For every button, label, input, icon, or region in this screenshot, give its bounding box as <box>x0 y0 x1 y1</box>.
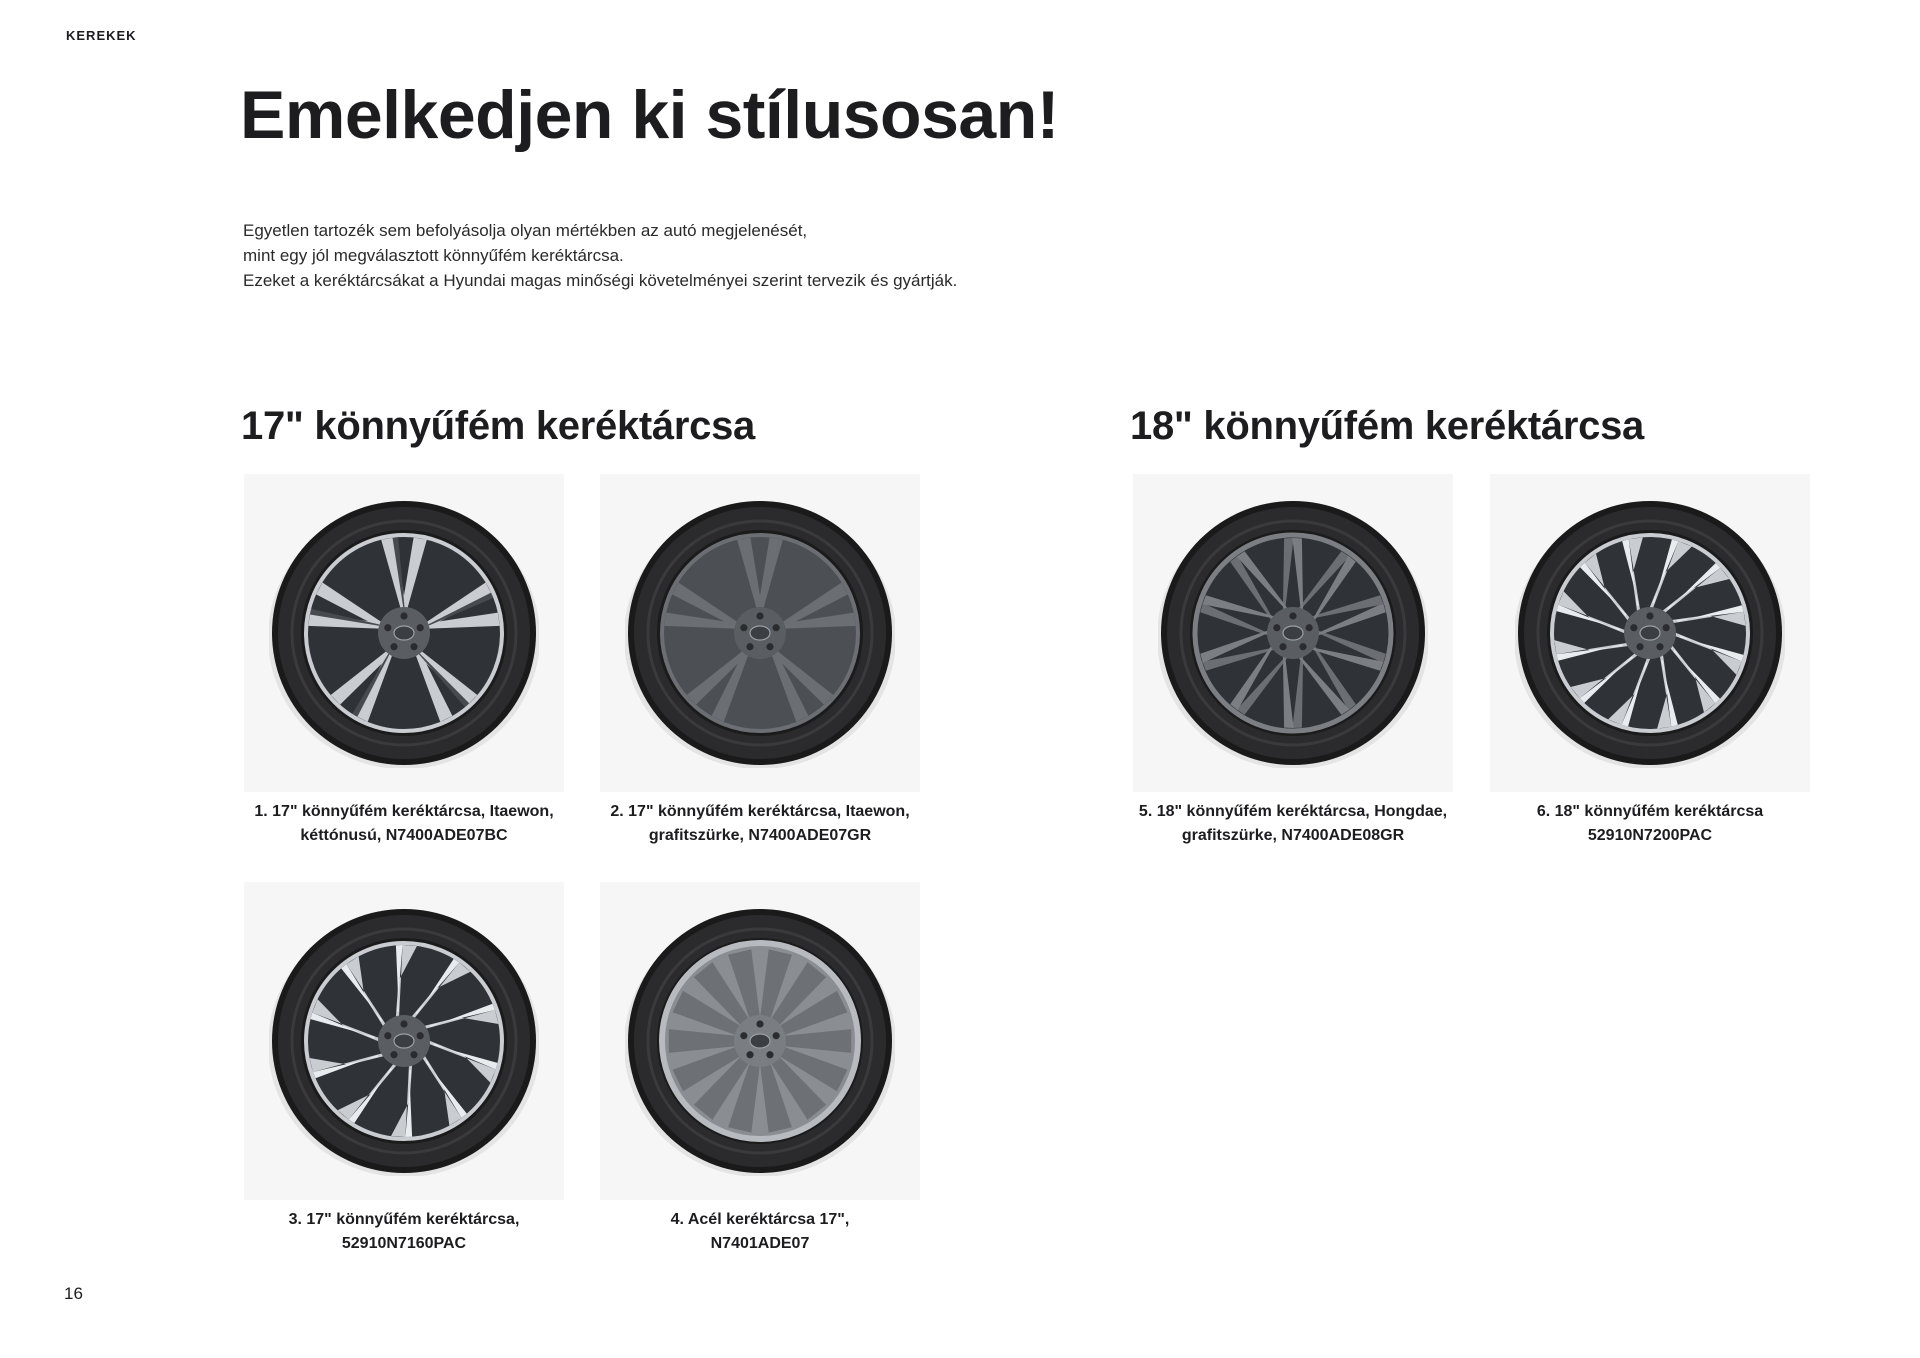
heading-18-inch: 18" könnyűfém keréktárcsa <box>1130 404 1644 448</box>
caption-line: grafitszürke, N7400ADE08GR <box>1181 827 1405 844</box>
wheel-caption <box>600 1208 920 1256</box>
caption-line: 6. 18" könnyűfém keréktárcsa <box>1536 803 1764 820</box>
wheel-caption <box>600 800 920 848</box>
caption-line: 52910N7160PAC <box>341 1235 467 1252</box>
caption-line: 52910N7200PAC <box>1587 827 1713 844</box>
wheel-photo <box>1133 474 1453 792</box>
caption-line: grafitszürke, N7400ADE07GR <box>648 827 872 844</box>
page-number: 16 <box>64 1284 83 1303</box>
intro-line: Ezeket a keréktárcsákat a Hyundai magas minőségi követelményei szerint tervezik és gyártják. <box>243 271 958 290</box>
wheel-card-3 <box>244 882 564 1256</box>
wheel-twotone-10-icon <box>269 498 539 768</box>
wheel-card-4 <box>600 882 920 1256</box>
wheel-photo <box>1490 474 1810 792</box>
heading-17-inch: 17" könnyűfém keréktárcsa <box>241 404 755 448</box>
wheel-graphite-10-icon <box>625 498 895 768</box>
section-tag: KEREKEK <box>66 28 137 43</box>
intro-line: mint egy jól megválasztott könnyűfém keréktárcsa. <box>243 246 624 265</box>
wheel-caption <box>244 1208 564 1256</box>
wheel-card-5 <box>1133 474 1453 848</box>
caption-line: kéttónusú, N7400ADE07BC <box>300 827 508 844</box>
wheel-photo <box>244 882 564 1200</box>
wheel-graphite-mesh-icon <box>1158 498 1428 768</box>
wheel-card-6 <box>1490 474 1810 848</box>
intro-line: Egyetlen tartozék sem befolyásolja olyan mértékben az autó megjelenését, <box>243 221 808 240</box>
wheel-caption <box>244 800 564 848</box>
page-title: Emelkedjen ki stílusosan! <box>240 77 1059 153</box>
intro-text <box>243 218 957 293</box>
wheel-card-2 <box>600 474 920 848</box>
wheel-caption <box>1490 800 1810 848</box>
wheel-steel-cover-icon <box>625 906 895 1176</box>
wheel-photo <box>600 474 920 792</box>
wheel-twotone-swirl-icon <box>1515 498 1785 768</box>
caption-line: N7401ADE07 <box>710 1235 810 1252</box>
caption-line: 2. 17" könnyűfém keréktárcsa, Itaewon, <box>610 803 910 820</box>
caption-line: 4. Acél keréktárcsa 17", <box>670 1211 850 1228</box>
caption-line: 3. 17" könnyűfém keréktárcsa, <box>288 1211 520 1228</box>
wheel-photo <box>600 882 920 1200</box>
caption-line: 1. 17" könnyűfém keréktárcsa, Itaewon, <box>254 803 554 820</box>
caption-line: 5. 18" könnyűfém keréktárcsa, Hongdae, <box>1138 803 1448 820</box>
wheel-caption <box>1133 800 1453 848</box>
wheel-photo <box>244 474 564 792</box>
wheel-twotone-turbine-icon <box>269 906 539 1176</box>
wheel-card-1 <box>244 474 564 848</box>
